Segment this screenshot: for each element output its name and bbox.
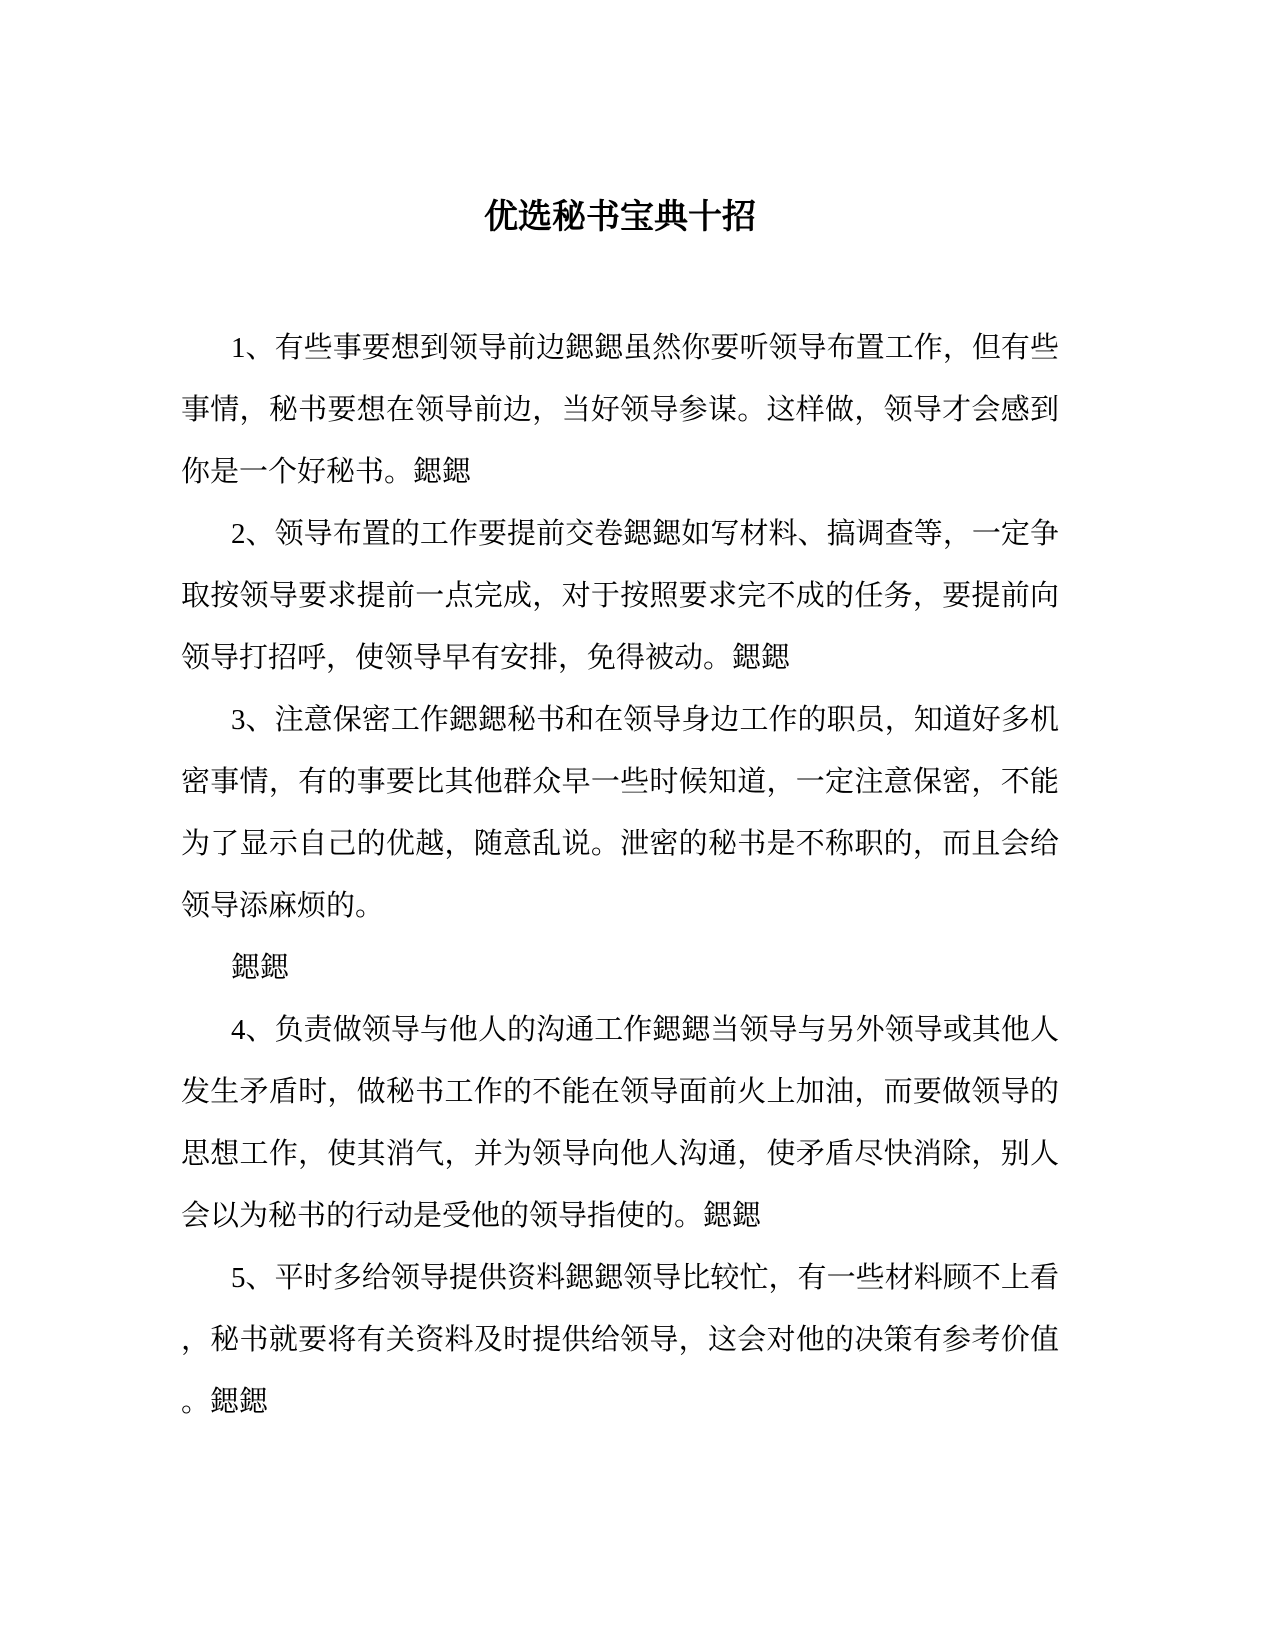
paragraph: 2、领导布置的工作要提前交卷鍶鍶如写材料、搞调查等，一定争取按领导要求提前一点完成，对于按照要求完不成的任务，要提前向领导打招呼，使领导早有安排，免得被动。鍶鍶: [181, 518, 1059, 674]
document-body: [181, 317, 1059, 1433]
paragraph: 4、负责做领导与他人的沟通工作鍶鍶当领导与另外领导或其他人发生矛盾时，做秘书工作的不能在领导面前火上加油，而要做领导的思想工作，使其消气，并为领导向他人沟通，使矛盾尽快消除，别人会以为秘书的行动是受他的领导指使的。鍶鍶: [181, 1014, 1059, 1232]
paragraph: 鍶鍶: [231, 952, 290, 984]
paragraph: 5、平时多给领导提供资料鍶鍶领导比较忙，有一些材料顾不上看，秘书就要将有关资料及时提供给领导，这会对他的决策有参考价值。鍶鍶: [181, 1262, 1059, 1418]
document-title: 优选秘书宝典十招: [484, 198, 756, 236]
paragraph: 3、注意保密工作鍶鍶秘书和在领导身边工作的职员，知道好多机密事情，有的事要比其他群众早一些时候知道，一定注意保密，不能为了显示自己的优越，随意乱说。泄密的秘书是不称职的，而且会给领导添麻烦的。: [181, 704, 1059, 922]
paragraph: 1、有些事要想到领导前边鍶鍶虽然你要听领导布置工作，但有些事情，秘书要想在领导前边，当好领导参谋。这样做，领导才会感到你是一个好秘书。鍶鍶: [181, 332, 1059, 488]
